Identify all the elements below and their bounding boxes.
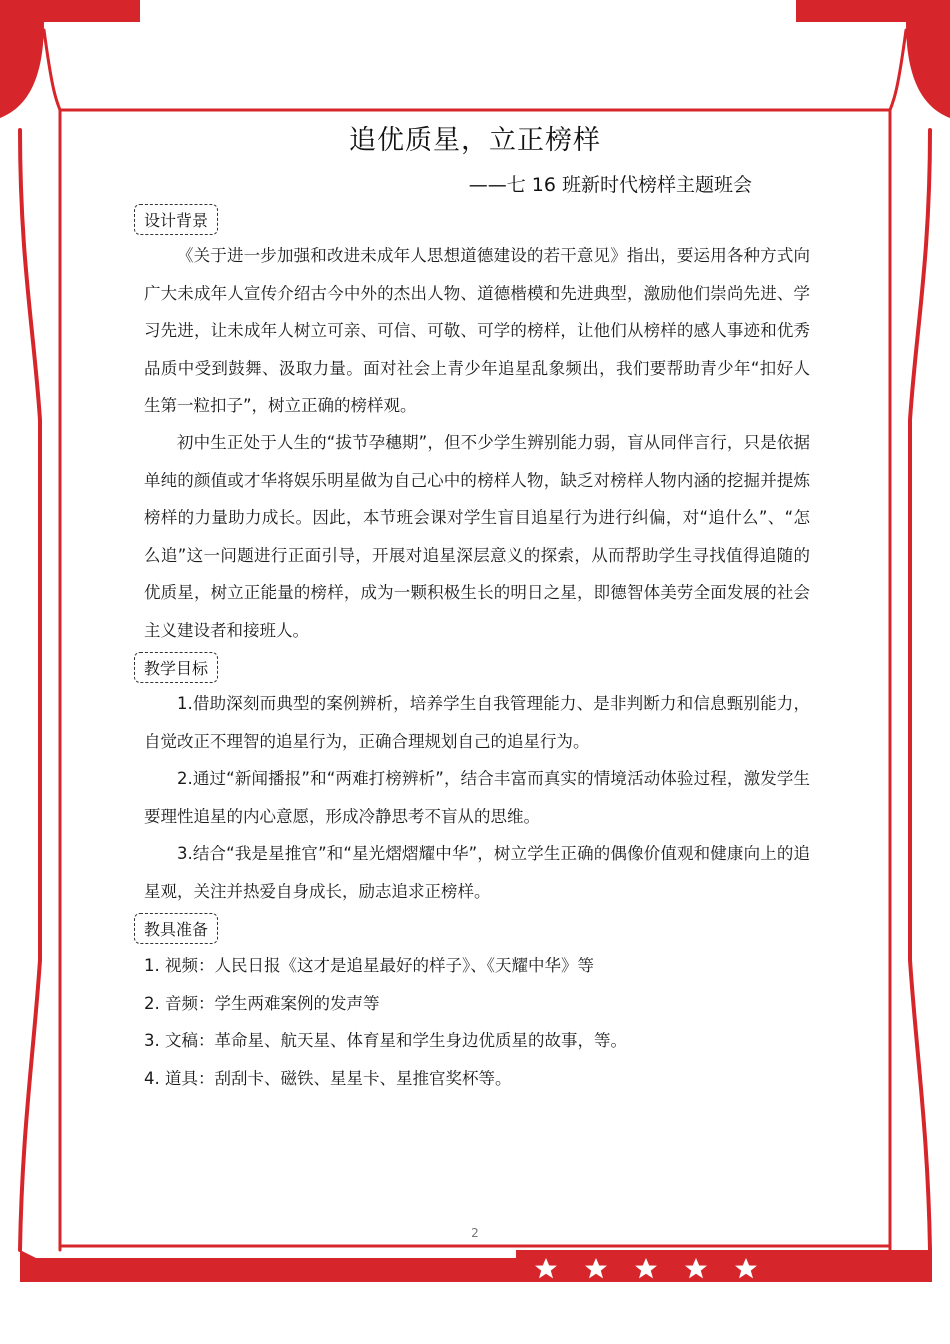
bottom-star-decoration	[520, 1250, 780, 1284]
star-icon	[635, 1258, 657, 1278]
list-item: 3. 文稿：革命星、航天星、体育星和学生身边优质星的故事，等。	[144, 1031, 627, 1050]
paragraph: 1.借助深刻而典型的案例辨析，培养学生自我管理能力、是非判断力和信息甄别能力，自觉改正不理智的追星行为，正确合理规划自己的追星行为。	[144, 694, 810, 751]
star-icon	[585, 1258, 607, 1278]
paragraph: 初中生正处于人生的“拔节孕穗期”，但不少学生辨别能力弱，盲从同伴言行，只是依据单纯的颜值或才华将娱乐明星做为自己心中的榜样人物，缺乏对榜样人物内涵的挖掘并提炼榜样的力量助力成长。因此，本节班会课对学生盲目追星行为进行纠偏，对“追什么”、“怎么追”这一问题进行正面引导，开展对追星深层意义的探索，从而帮助学生寻找值得追随的优质星，树立正能量的榜样，成为一颗积极生长的明日之星，即德智体美劳全面发展的社会主义建设者和接班人。	[144, 433, 810, 640]
list-item: 2. 音频：学生两难案例的发声等	[144, 993, 380, 1013]
paragraph: 3.结合“我是星推官”和“星光熠熠耀中华”，树立学生正确的偶像价值观和健康向上的追星观，关注并热爱自身成长，励志追求正榜样。	[144, 844, 810, 901]
star-icon	[735, 1258, 757, 1278]
star-icon	[535, 1258, 557, 1278]
page-number: 2	[471, 1226, 479, 1240]
paragraph: 2.通过“新闻播报”和“两难打榜辨析”，结合丰富而真实的情境活动体验过程，激发学生要理性追星的内心意愿，形成冷静思考不盲从的思维。	[144, 769, 810, 826]
section-label-design-background: 设计背景	[134, 204, 218, 235]
document-title: 追优质星，立正榜样	[349, 125, 601, 156]
list-item: 4. 道具：刮刮卡、磁铁、星星卡、星推官奖杯等。	[144, 1068, 512, 1088]
document-subtitle: ——七 16 班新时代榜样主题班会	[468, 174, 752, 196]
list-item: 1. 视频：人民日报《这才是追星最好的样子》、《天耀中华》等	[144, 956, 594, 975]
section-label-teaching-goals: 教学目标	[134, 652, 218, 683]
paragraph: 《关于进一步加强和改进未成年人思想道德建设的若干意见》指出，要运用各种方式向广大未成年人宣传介绍古今中外的杰出人物、道德楷模和先进典型，激励他们崇尚先进、学习先进，让未成年人树立可亲、可信、可敬、可学的榜样，让他们从榜样的感人事迹和优秀品质中受到鼓舞、汲取力量。面对社会上青少年追星乱象频出，我们要帮助青少年“扣好人生第一粒扣子”，树立正确的榜样观。	[144, 246, 810, 415]
teaching-aids-list	[144, 947, 810, 1097]
star-icon	[685, 1258, 707, 1278]
section-label-teaching-aids: 教具准备	[134, 913, 218, 944]
